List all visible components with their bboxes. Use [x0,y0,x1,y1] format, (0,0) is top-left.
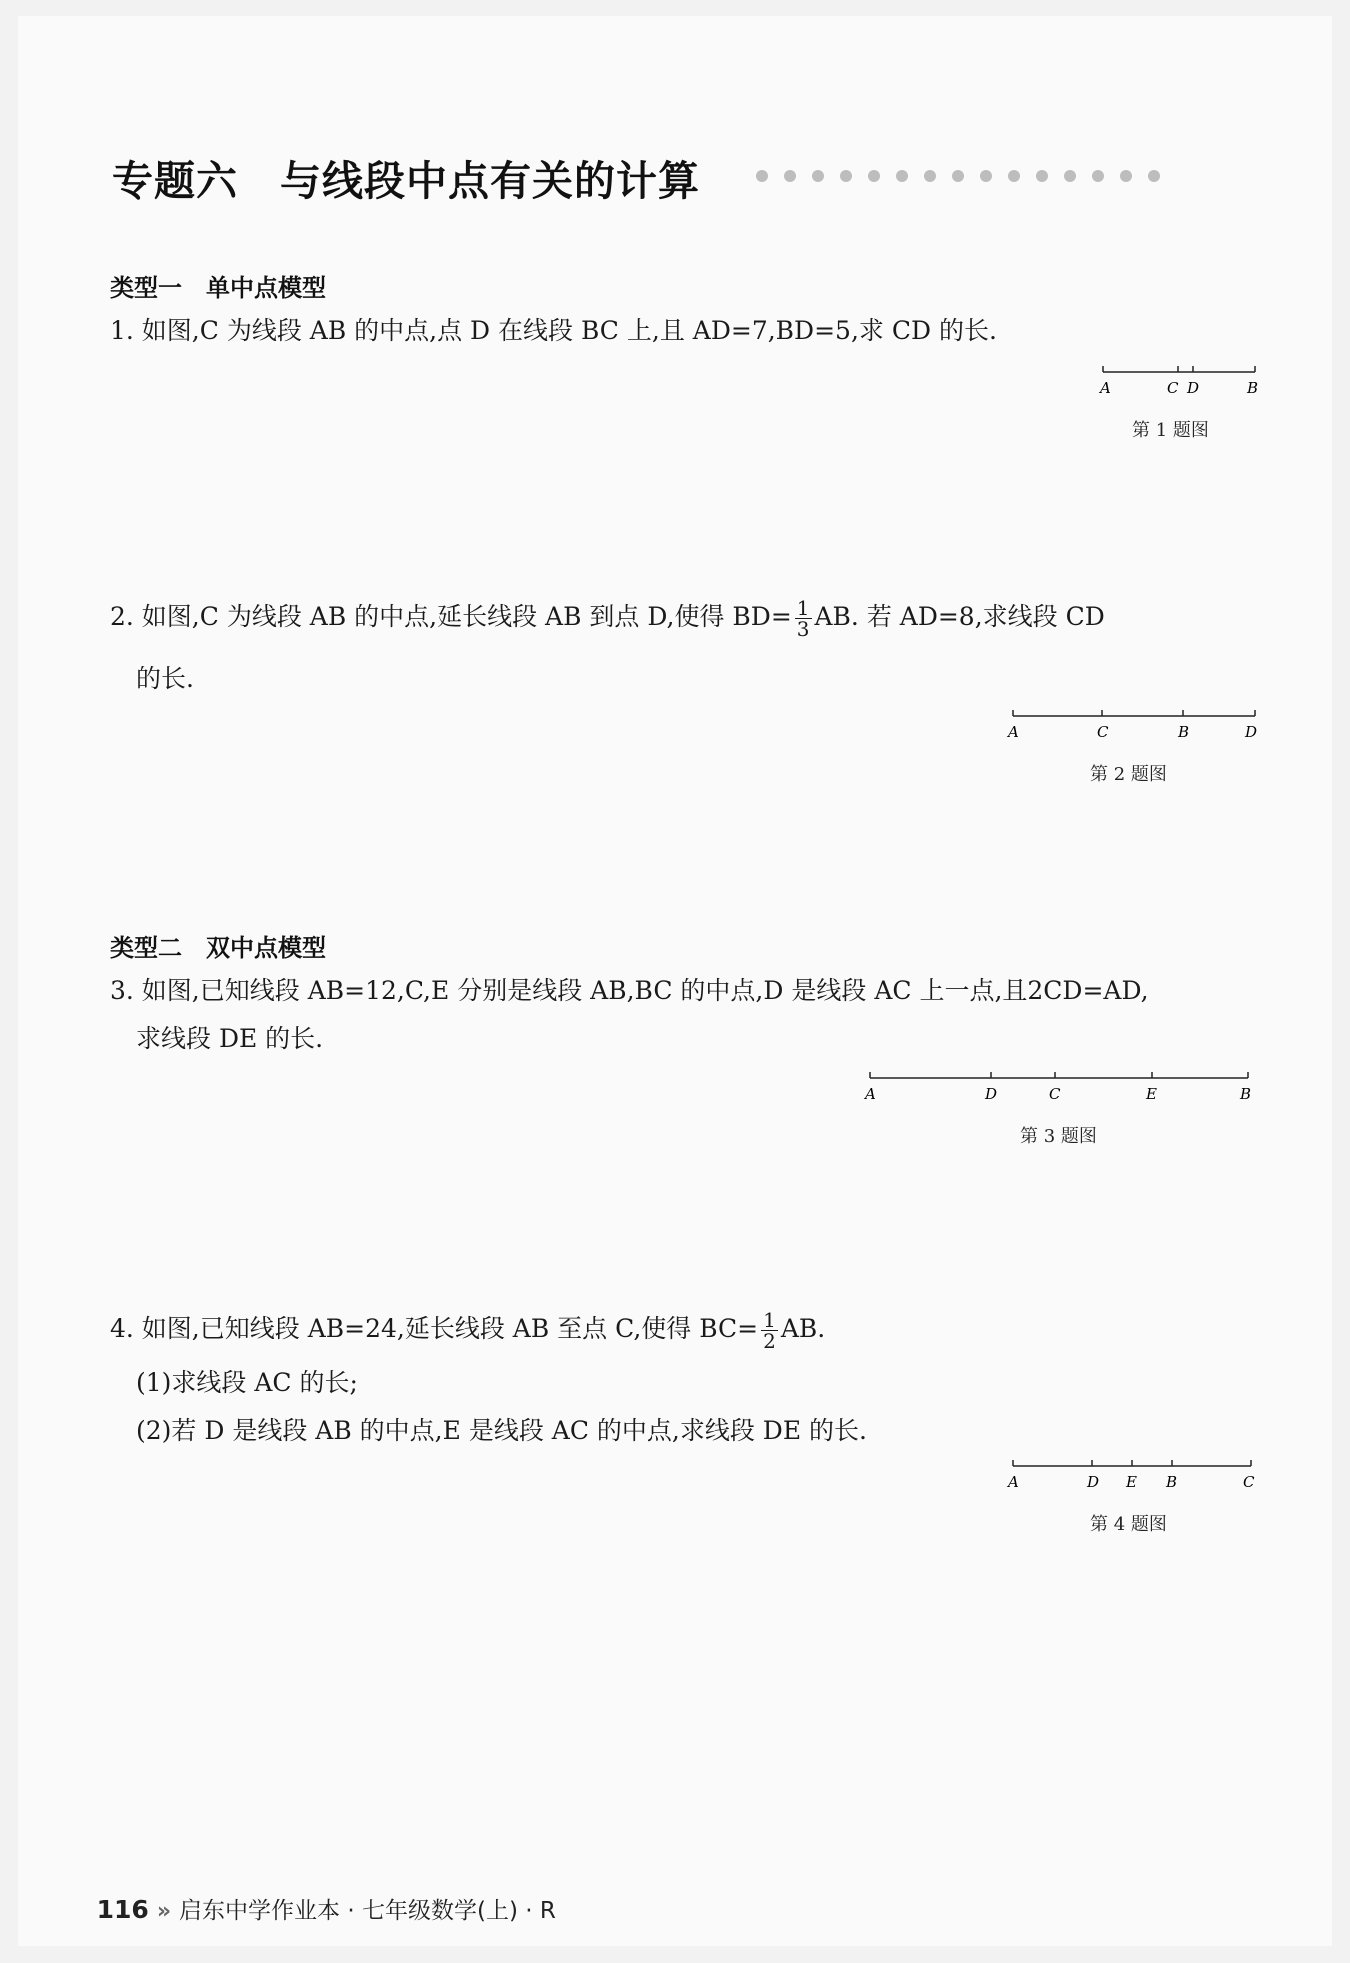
point-label-E: E [1146,1085,1157,1103]
figure-3-caption: 第 3 题图 [1020,1126,1097,1147]
fraction-numerator: 1 [763,1308,776,1332]
figure-1-caption: 第 1 题图 [1132,420,1209,441]
figure-2 [1005,706,1265,746]
decorative-dots [752,166,1350,186]
section-heading-type-2: 类型二 双中点模型 [110,934,326,962]
fraction-denominator: 3 [796,617,810,641]
page-title: 专题六 与线段中点有关的计算 [112,157,700,205]
point-label-A: A [1100,379,1111,397]
point-label-A: A [865,1085,876,1103]
page-footer [82,1866,556,1924]
point-label-B: B [1166,1473,1178,1491]
chevron-right-icon: » [156,1899,172,1924]
fraction-one-half [761,1310,778,1351]
point-label-A: A [1008,1473,1019,1491]
point-label-B: B [1178,723,1190,741]
question-4-text-before: 4. 如图,已知线段 AB=24,延长线段 AB 至点 C,使得 BC= [110,1314,759,1343]
fraction-denominator: 2 [763,1329,776,1353]
fraction-numerator: 1 [796,596,810,620]
question-4-line-1 [110,1304,825,1354]
question-2-line-2: 的长. [136,664,194,693]
point-label-D: D [1187,379,1200,397]
figure-4-caption: 第 4 题图 [1090,1514,1167,1535]
question-4-text-after: AB. [780,1314,826,1343]
question-2-text-before: 2. 如图,C 为线段 AB 的中点,延长线段 AB 到点 D,使得 BD= [110,602,792,631]
point-label-B: B [1240,1085,1252,1103]
point-label-C: C [1243,1473,1255,1491]
question-3-line-2: 求线段 DE 的长. [136,1024,324,1053]
question-4-part-2: (2)若 D 是线段 AB 的中点,E 是线段 AC 的中点,求线段 DE 的长. [136,1416,867,1445]
section-heading-type-1: 类型一 单中点模型 [110,274,326,302]
question-2-line-1 [110,592,1105,642]
point-label-C: C [1049,1085,1061,1103]
page-number: 116 [96,1895,149,1924]
title-row [112,148,1262,208]
point-label-C: C [1167,379,1179,397]
point-label-E: E [1126,1473,1137,1491]
question-3-line-1: 3. 如图,已知线段 AB=12,C,E 分别是线段 AB,BC 的中点,D 是线段 AC 上一点,且2CD=AD, [110,976,1149,1005]
point-label-A: A [1008,723,1019,741]
point-label-D: D [985,1085,998,1103]
figure-2-caption: 第 2 题图 [1090,764,1167,785]
question-4-part-1: (1)求线段 AC 的长; [136,1368,358,1397]
question-2-text-after: AB. 若 AD=8,求线段 CD [814,602,1105,631]
figure-4 [1005,1456,1265,1496]
figure-1 [1095,362,1265,402]
question-1-text: 1. 如图,C 为线段 AB 的中点,点 D 在线段 BC 上,且 AD=7,BD=5,求 CD 的长. [110,316,997,345]
figure-3 [862,1068,1262,1108]
point-label-C: C [1097,723,1109,741]
point-label-B: B [1247,379,1259,397]
fraction-one-third [795,598,812,639]
point-label-D: D [1245,723,1258,741]
point-label-D: D [1087,1473,1100,1491]
book-title: 启东中学作业本 · 七年级数学(上) · R [179,1898,556,1924]
